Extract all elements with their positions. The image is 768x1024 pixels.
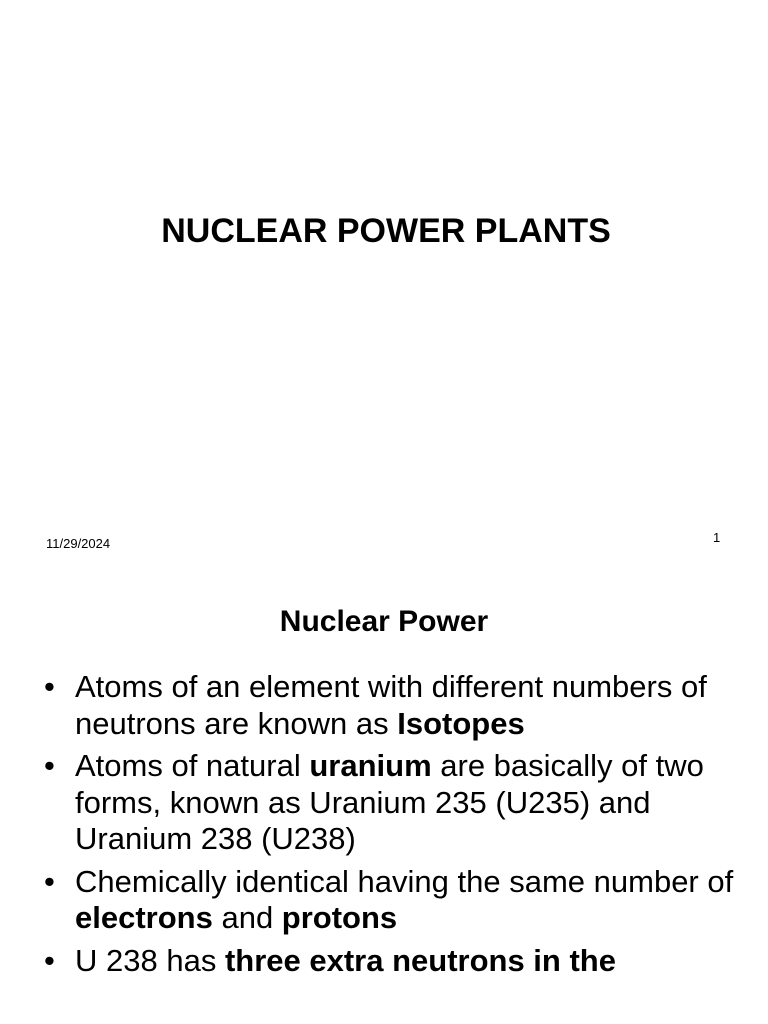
slide-title: NUCLEAR POWER PLANTS (161, 212, 611, 250)
bullet-item (0, 669, 768, 742)
bullet-text-bold: protons (281, 900, 398, 935)
bullet-item (0, 864, 768, 937)
bullet-list (0, 669, 768, 985)
bullet-text-bold: three extra neutrons in the (224, 942, 616, 978)
section-title: Nuclear Power (279, 605, 489, 638)
bullet-dot-icon: • (44, 942, 55, 978)
bullet-text: are basically of two forms, known as Uranium 235 (U235) and Uranium 238 (U238) (75, 748, 704, 856)
bullet-item (0, 748, 768, 858)
bullet-item (0, 943, 768, 980)
bullet-text-bold: Isotopes (397, 705, 525, 741)
slide-date: 11/29/2024 (46, 536, 111, 551)
bullet-text: U 238 has (75, 942, 225, 978)
bullet-text-bold: uranium (309, 748, 432, 783)
bullet-text: Atoms of natural (75, 748, 310, 783)
bullet-dot-icon: • (44, 863, 55, 899)
bullet-text: Atoms of an element with different numbers of neutrons are known as (75, 669, 707, 741)
slide-page-number: 1 (713, 530, 721, 545)
bullet-text: Chemically identical having the same number of (75, 863, 734, 899)
bullet-text: and (212, 900, 282, 935)
bullet-dot-icon: • (44, 748, 55, 783)
bullet-text-bold: electrons (75, 900, 213, 935)
bullet-dot-icon: • (44, 669, 55, 704)
